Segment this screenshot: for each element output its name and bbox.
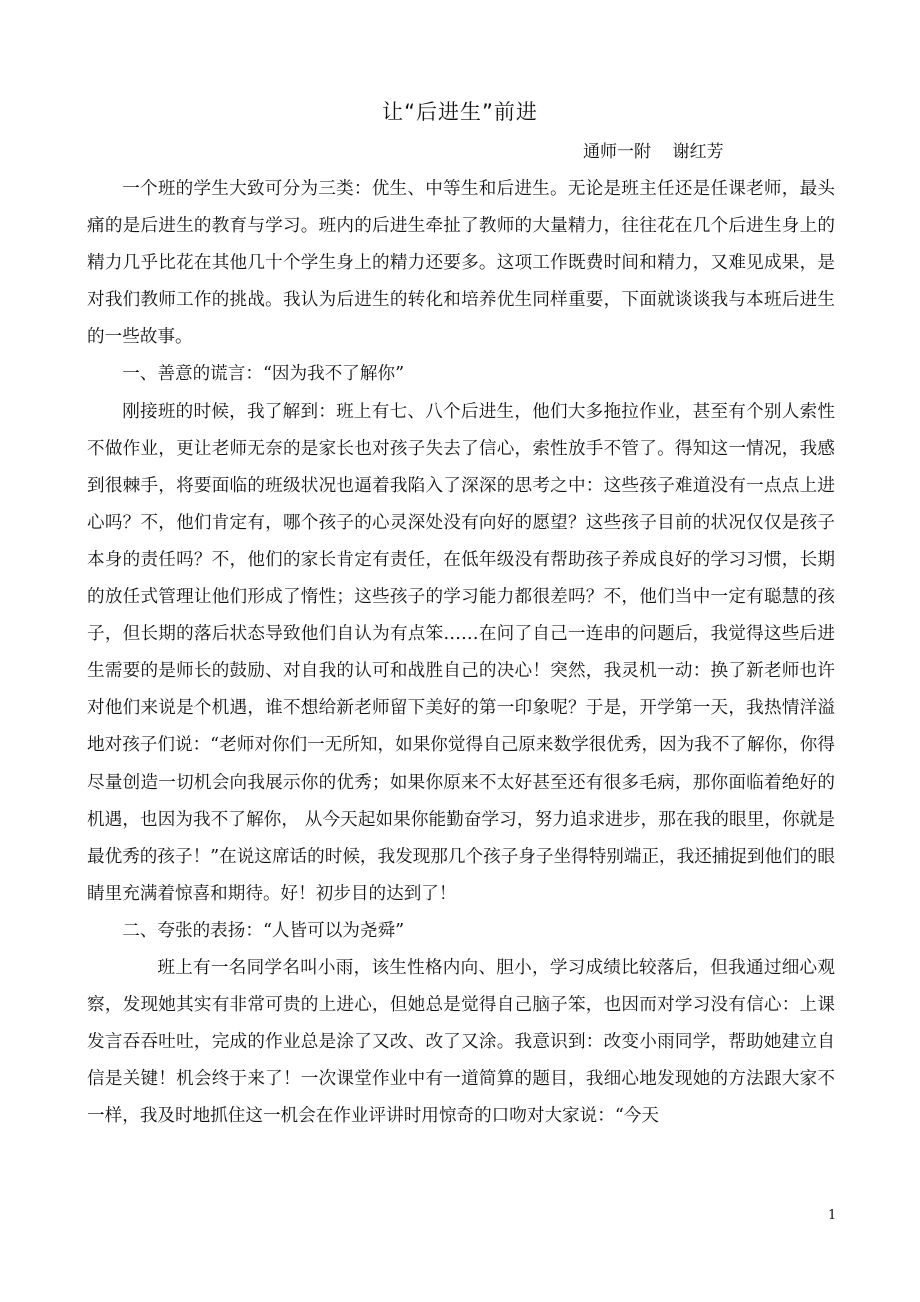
paragraph-section-2: 班上有一名同学名叫小雨，该生性格内向、胆小，学习成绩比较落后，但我通过细心观察，发现她其实有非常可贵的上进心，但她总是觉得自己脑子笨，也因而对学习没有信心：上课发言吞吞吐吐，完成的作业总是涂了又改、改了又涂。我意识到：改变小雨同学，帮助她建立自信是关键！机会终于来了！一次课堂作业中有一道简算的题目，我细心地发现她的方法跟大家不一样，我及时地抓住这一机会在作业评讲时用惊奇的口吻对大家说：“今天 — [87, 957, 835, 1127]
section-heading-1: 一、善意的谎言：“因为我不了解你” — [122, 364, 405, 385]
paragraph-intro: 一个班的学生大致可分为三类：优生、中等生和后进生。无论是班主任还是任课老师，最头痛的是后进生的教育与学习。班内的后进生牵扯了教师的大量精力，往往花在几个后进生身上的精力几乎比花在其他几十个学生身上的精力还要多。这项工作既费时间和精力，又难见成果，是对我们教师工作的挑战。我认为后进生的转化和培养优生同样重要，下面就谈谈我与本班后进生的一些故事。 — [87, 179, 835, 348]
section-heading-2: 二、夸张的表扬：“人皆可以为尧舜” — [122, 920, 405, 941]
paragraph-section-1: 刚接班的时候，我了解到：班上有七、八个后进生，他们大多拖拉作业，甚至有个别人索性不做作业，更让老师无奈的是家长也对孩子失去了信心，索性放手不管了。得知这一情况，我感到很棘手，将要面临的班级状况也逼着我陷入了深深的思考之中：这些孩子难道没有一点点上进心吗？不，他们肯定有，哪个孩子的心灵深处没有向好的愿望？这些孩子目前的状况仅仅是孩子本身的责任吗？不，他们的家长肯定有责任，在低年级没有帮助孩子养成良好的学习习惯，长期的放任式管理让他们形成了惰性；这些孩子的学习能力都很差吗？不，他们当中一定有聪慧的孩子，但长期的落后状态导致他们自认为有点笨……在问了自己一连串的问题后，我觉得这些后进生需要的是师长的鼓励、对自我的认可和战胜自己的决心！突然，我灵机一动：换了新老师也许对他们来说是个机遇，谁不想给新老师留下美好的第一印象呢？于是，开学第一天，我热情洋溢地对孩子们说：“老师对你们一无所知，如果你觉得自己原来数学很优秀，因为我不了解你，你得尽量创造一切机会向我展示你的优秀；如果你原来不太好甚至还有很多毛病，那你面临着绝好的机遇，也因为我不了解你， 从今天起如果你能勤奋学习，努力追求进步，那在我的眼里，你就是最优秀的孩子！”在说这席话的时候，我发现那几个孩子身子坐得特别端正，我还捕捉到他们的眼睛里充满着惊喜和期待。好！初步目的达到了！ — [87, 401, 835, 904]
page-number: 1 — [828, 1208, 837, 1223]
page-title: 让“后进生”前进 — [382, 100, 538, 124]
author-byline: 通师一附 谢红芳 — [583, 142, 724, 162]
document-body — [87, 171, 835, 1135]
